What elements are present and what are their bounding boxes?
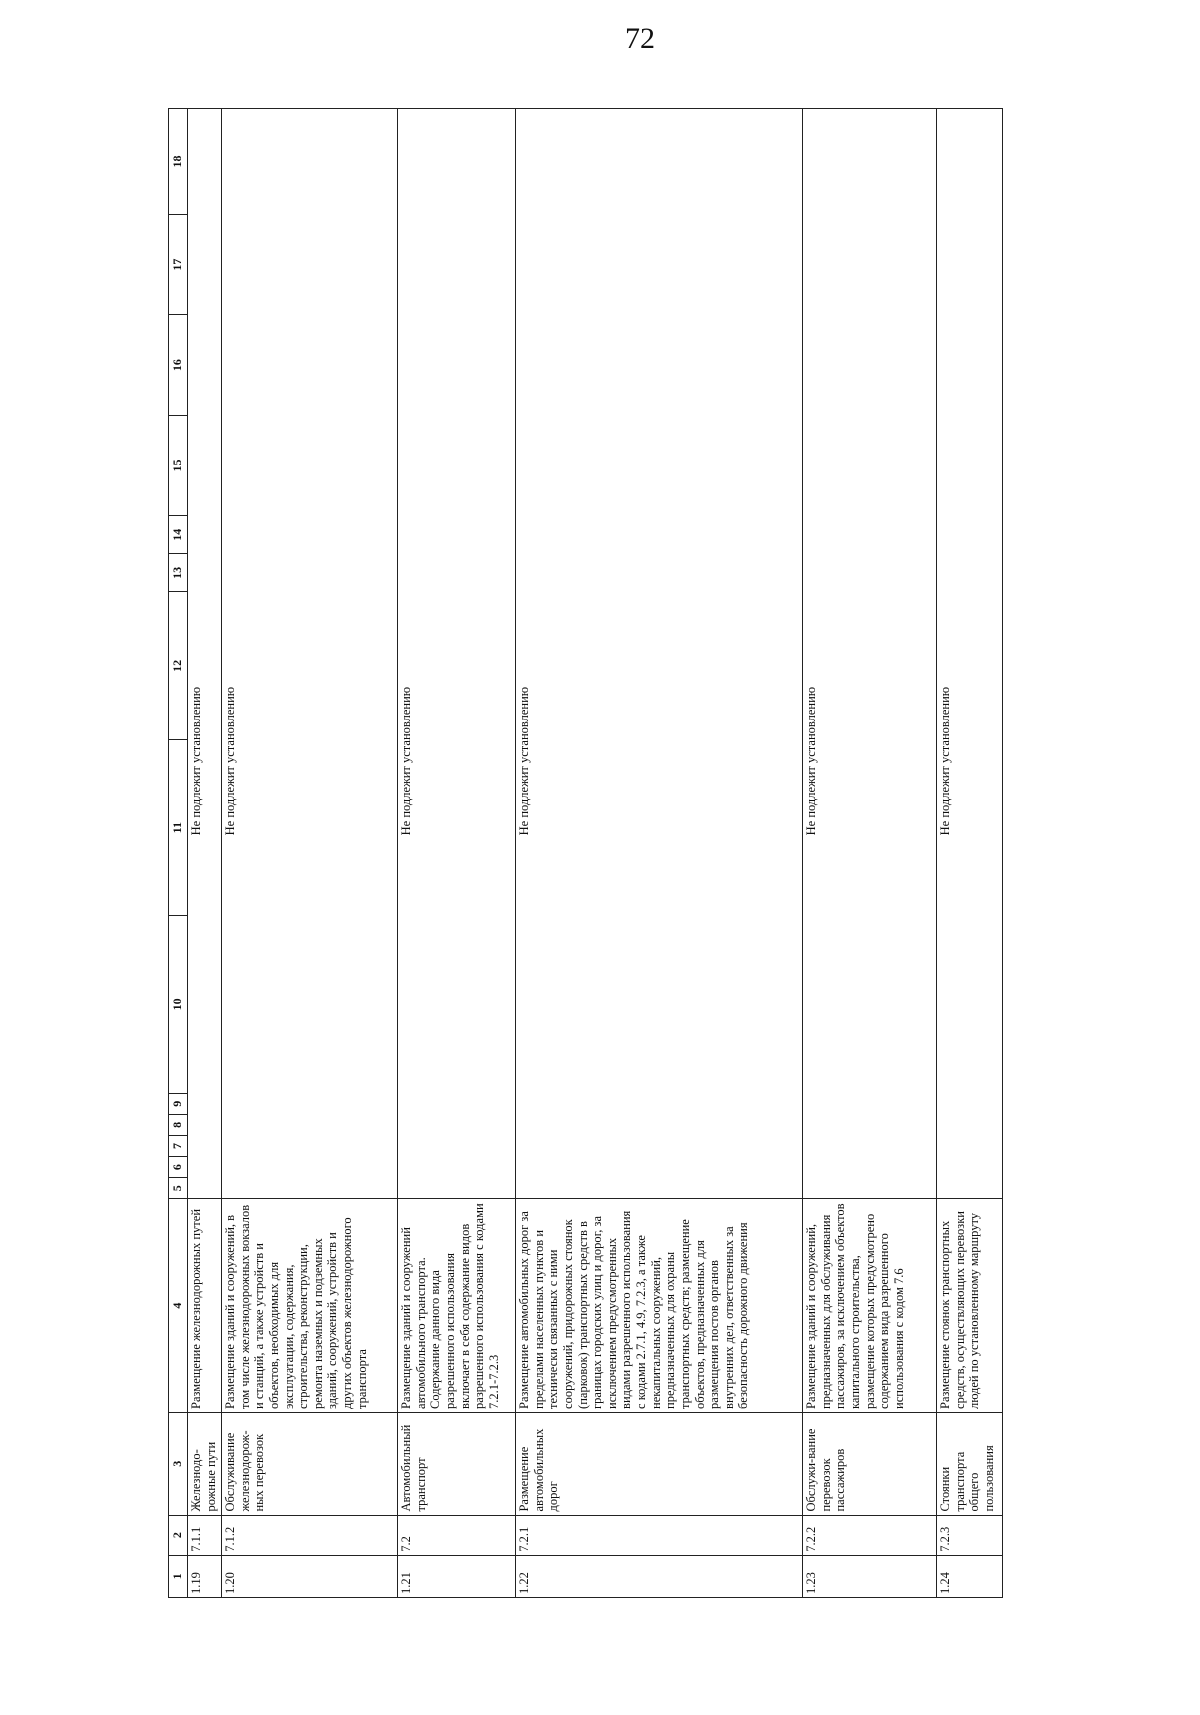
row-note-text: Не подлежит установлению — [804, 686, 818, 836]
column-header: 10 — [169, 915, 188, 1093]
table-row — [803, 109, 937, 1598]
page-number: 72 — [625, 22, 655, 55]
column-header: 2 — [169, 1515, 188, 1555]
table-row — [222, 109, 398, 1598]
column-header: 9 — [169, 1093, 188, 1114]
column-header: 8 — [169, 1114, 188, 1135]
row-code: 7.1.2 — [222, 1515, 398, 1555]
row-number: 1.22 — [516, 1555, 803, 1597]
column-header: 17 — [169, 214, 188, 314]
header-row — [169, 109, 188, 1598]
row-code: 7.2.3 — [937, 1515, 1003, 1555]
column-header: 12 — [169, 592, 188, 740]
column-header: 4 — [169, 1199, 188, 1413]
column-header: 5 — [169, 1178, 188, 1199]
row-code: 7.2.1 — [516, 1515, 803, 1555]
row-note — [222, 109, 398, 1199]
row-note-text: Не подлежит установлению — [189, 686, 203, 836]
table-row — [188, 109, 222, 1598]
row-note — [398, 109, 516, 1199]
row-note — [188, 109, 222, 1199]
row-code: 7.1.1 — [188, 1515, 222, 1555]
row-name: Обслужи-вание перевозок пассажиров — [803, 1412, 937, 1515]
row-name: Стоянки транспорта общего пользования — [937, 1412, 1003, 1515]
row-description: Размещение автомобильных дорог за пределами населенных пунктов и технически связанных с ними сооружений, придорожных стоянок (парковок) транспортных средств в границах городских улиц и дорог, за исключением предусмотренных видами разрешенного использования с кодами 2.7.1, 4.9, 7.2.3, а также некапитальных сооружений, предназначенных для охраны транспортных средств; размещение объектов, предназначенных для размещения постов органов внутренних дел, ответственных за безопасность дорожного движения — [516, 1199, 803, 1413]
row-note-text: Не подлежит установлению — [399, 686, 413, 836]
row-note — [937, 109, 1003, 1199]
row-description: Размещение зданий и сооружений автомобильного транспорта. Содержание данного вида разрешенного использования включает в себя содержание видов разрешенного использования с кодами 7.2.1-7.2.3 — [398, 1199, 516, 1413]
row-code: 7.2 — [398, 1515, 516, 1555]
row-number: 1.20 — [222, 1555, 398, 1597]
row-name: Размещение автомобильных дорог — [516, 1412, 803, 1515]
table-row — [516, 109, 803, 1598]
table-row — [398, 109, 516, 1598]
row-code: 7.2.2 — [803, 1515, 937, 1555]
row-number: 1.21 — [398, 1555, 516, 1597]
row-note-text: Не подлежит установлению — [223, 686, 237, 836]
row-description: Размещение зданий и сооружений, предназначенных для обслуживания пассажиров, за исключением объектов капитального строительства, размещение которых предусмотрено содержанием вида разрешенного использования с кодом 7.6 — [803, 1199, 937, 1413]
column-header: 16 — [169, 315, 188, 415]
row-name: Железнодо-рожные пути — [188, 1412, 222, 1515]
column-header: 6 — [169, 1157, 188, 1178]
table-row — [937, 109, 1003, 1598]
column-header: 11 — [169, 740, 188, 916]
row-note — [803, 109, 937, 1199]
row-note — [516, 109, 803, 1199]
row-description: Размещение зданий и сооружений, в том числе железнодорожных вокзалов и станций, а также устройств и объектов, необходимых для эксплуатации, содержания, строительства, реконструкции, ремонта наземных и подземных зданий, сооружений, устройств и других объектов железнодорожного транспорта — [222, 1199, 398, 1413]
row-description: Размещение железнодорожных путей — [188, 1199, 222, 1413]
row-note-text: Не подлежит установлению — [938, 686, 952, 836]
column-header: 13 — [169, 554, 188, 592]
column-header: 1 — [169, 1555, 188, 1597]
regulations-table — [168, 108, 1003, 1598]
rotated-table-frame — [168, 108, 1006, 1598]
row-number: 1.24 — [937, 1555, 1003, 1597]
column-header: 18 — [169, 109, 188, 215]
column-header: 7 — [169, 1135, 188, 1156]
column-header: 15 — [169, 415, 188, 515]
column-header: 14 — [169, 516, 188, 554]
row-name: Автомобильный транспорт — [398, 1412, 516, 1515]
row-name: Обслуживание железнодорож-ных перевозок — [222, 1412, 398, 1515]
row-description: Размещение стоянок транспортных средств, осуществляющих перевозки людей по установленному маршруту — [937, 1199, 1003, 1413]
column-header: 3 — [169, 1412, 188, 1515]
row-number: 1.19 — [188, 1555, 222, 1597]
row-number: 1.23 — [803, 1555, 937, 1597]
row-note-text: Не подлежит установлению — [517, 686, 531, 836]
